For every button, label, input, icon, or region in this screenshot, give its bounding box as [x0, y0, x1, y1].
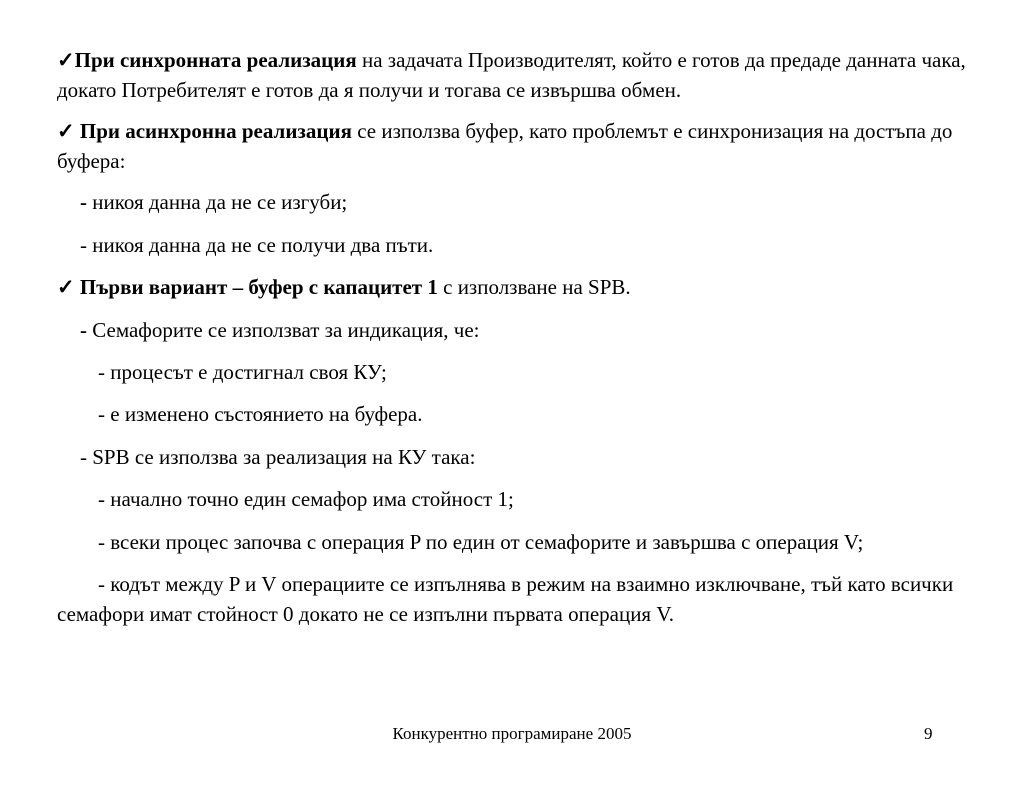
synchronous-heading: При синхронната реализация	[74, 48, 357, 72]
checkmark-icon: ✓	[57, 275, 75, 299]
list-item-process-reached: - процесът е достигнал своя КУ;	[98, 360, 387, 384]
list-item-initial-semaphore: - начално точно един семафор има стойност 1;	[98, 487, 514, 511]
list-item-no-duplicate: - никоя данна да не се получи два пъти.	[80, 233, 434, 257]
list-item-mutual-exclusion: - кодът между P и V операциите се изпълнява в режим на взаимно изключване, тъй като всички семафори имат стойност 0 докато не се изпълни първата операция V.	[57, 572, 954, 626]
asynchronous-text: се използва буфер, като проблемът е синхронизация на достъпа до буфера:	[57, 119, 953, 173]
paragraph-synchronous	[57, 45, 977, 105]
list-item-semaphores	[80, 315, 1000, 345]
paragraph-asynchronous	[57, 116, 977, 176]
checkmark-icon: ✓	[57, 119, 75, 143]
checkmark-icon: ✓	[57, 48, 75, 72]
list-item-buffer-changed: - е изменено състоянието на буфера.	[98, 402, 423, 426]
dash-marker: -	[80, 318, 87, 342]
list-item-no-loss	[80, 187, 1000, 217]
dash-marker: -	[80, 190, 87, 214]
synchronous-text: на задачата Производителят, който е готов да предаде данната чака, докато Потребителят е готов да я получи и тогава се извършва обмен.	[57, 48, 966, 102]
list-item-process-operations: - всеки процес започва с операция P по един от семафорите и завършва с операция V;	[98, 530, 864, 554]
list-item-spb-usage: - SPB се използва за реализация на КУ така:	[80, 445, 476, 469]
list-item-text: Семафорите се използват за индикация, че:	[87, 318, 480, 342]
asynchronous-heading: При асинхронна реализация	[79, 119, 352, 143]
list-item-text: никоя данна да не се изгуби;	[87, 190, 348, 214]
footer-title: Конкурентно програмиране 2005	[392, 724, 632, 743]
first-variant-text: с използване на SPB.	[437, 275, 631, 299]
first-variant-heading: Първи вариант – буфер с капацитет 1	[79, 275, 438, 299]
paragraph-first-variant	[57, 272, 977, 302]
page-number: 9	[924, 724, 933, 743]
